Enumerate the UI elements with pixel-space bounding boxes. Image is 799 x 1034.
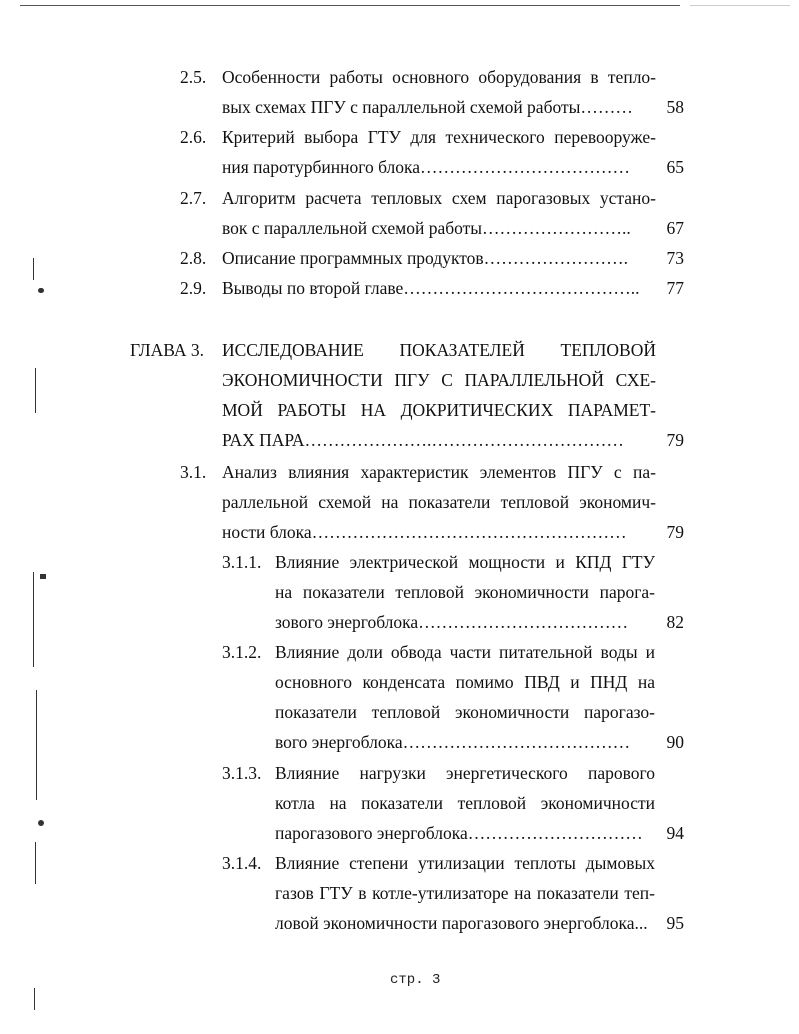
scan-mark: [33, 572, 34, 667]
toc-number: 2.7.: [180, 188, 207, 208]
toc-line: Влияние доли обвода части питательной воды и: [275, 642, 655, 662]
toc-page: 58: [666, 97, 684, 117]
scan-mark: [35, 368, 36, 413]
toc-line: Влияние электрической мощности и КПД ГТУ: [275, 552, 655, 572]
scan-mark: [35, 842, 36, 884]
toc-page: 94: [666, 823, 684, 843]
toc-line: вок с параллельной схемой работы……………………..: [222, 218, 631, 238]
scan-mark: [38, 820, 44, 826]
chapter-title-line: МОЙ РАБОТЫ НА ДОКРИТИЧЕСКИХ ПАРАМЕТ-: [222, 400, 656, 420]
toc-line: вого энергоблока…………………………………: [275, 732, 631, 752]
toc-line: Особенности работы основного оборудования в тепло-: [222, 67, 656, 87]
toc-number: 2.5.: [180, 67, 207, 87]
toc-number: 3.1.2.: [222, 642, 262, 662]
toc-line: ловой экономичности парогазового энергоблока...: [275, 913, 648, 933]
toc-line: Алгоритм расчета тепловых схем парогазовых устано-: [222, 188, 656, 208]
toc-line: зового энергоблока………………………………: [275, 612, 629, 632]
toc-page: 79: [666, 522, 684, 542]
scan-mark: [38, 288, 44, 293]
toc-line: парогазового энергоблока…………………………: [275, 823, 643, 843]
toc-line: раллельной схемой на показатели тепловой экономич-: [222, 492, 656, 512]
scan-mark: [36, 690, 37, 800]
toc-line: ния паротурбинного блока………………………………: [222, 157, 631, 177]
chapter-title-line: ЭКОНОМИЧНОСТИ ПГУ С ПАРАЛЛЕЛЬНОЙ СХЕ-: [222, 370, 656, 390]
toc-line: Анализ влияния характеристик элементов ПГУ с па-: [222, 462, 656, 482]
toc-line: ности блока………………………………………………: [222, 522, 627, 542]
top-rule-faint: [690, 5, 790, 6]
toc-number: 2.6.: [180, 127, 207, 147]
toc-line: основного конденсата помимо ПВД и ПНД на: [275, 672, 655, 692]
toc-line: Описание программных продуктов…………………….: [222, 248, 629, 268]
toc-page: 95: [666, 913, 684, 933]
toc-number: 2.8.: [180, 248, 207, 268]
toc-page: 73: [666, 248, 684, 268]
toc-number: 3.1.1.: [222, 552, 262, 572]
toc-line: на показатели тепловой экономичности парога-: [275, 582, 655, 602]
toc-line: Влияние степени утилизации теплоты дымовых: [275, 853, 655, 873]
scan-mark: [34, 988, 35, 1010]
toc-line: Влияние нагрузки энергетического парового: [275, 763, 655, 783]
chapter-title-line: РАХ ПАРА………………….……………………………: [222, 430, 624, 450]
toc-page: 67: [666, 218, 684, 238]
toc-line: вых схемах ПГУ с параллельной схемой работы………: [222, 97, 633, 117]
scan-mark: [33, 258, 34, 280]
toc-page: 90: [666, 732, 684, 752]
toc-line: Критерий выбора ГТУ для технического перевооруже-: [222, 127, 656, 147]
toc-page: 79: [666, 430, 684, 450]
toc-page: 77: [666, 278, 684, 298]
toc-number: 3.1.4.: [222, 853, 262, 873]
top-rule: [20, 5, 680, 6]
toc-line: котла на показатели тепловой экономичности: [275, 793, 655, 813]
chapter-title-line: ИССЛЕДОВАНИЕ ПОКАЗАТЕЛЕЙ ТЕПЛОВОЙ: [222, 340, 656, 360]
toc-number: 3.1.3.: [222, 763, 262, 783]
toc-line: Выводы по второй главе…………………………………..: [222, 278, 640, 298]
scan-mark: [40, 574, 46, 579]
toc-page: 65: [666, 157, 684, 177]
toc-line: газов ГТУ в котле-утилизаторе на показатели теп-: [275, 883, 655, 903]
toc-page: 82: [666, 612, 684, 632]
chapter-number: ГЛАВА 3.: [130, 340, 205, 360]
toc-number: 2.9.: [180, 278, 207, 298]
toc-number: 3.1.: [180, 462, 207, 482]
page-footer: стр. 3: [390, 972, 441, 988]
toc-line: показатели тепловой экономичности парогазо-: [275, 702, 655, 722]
